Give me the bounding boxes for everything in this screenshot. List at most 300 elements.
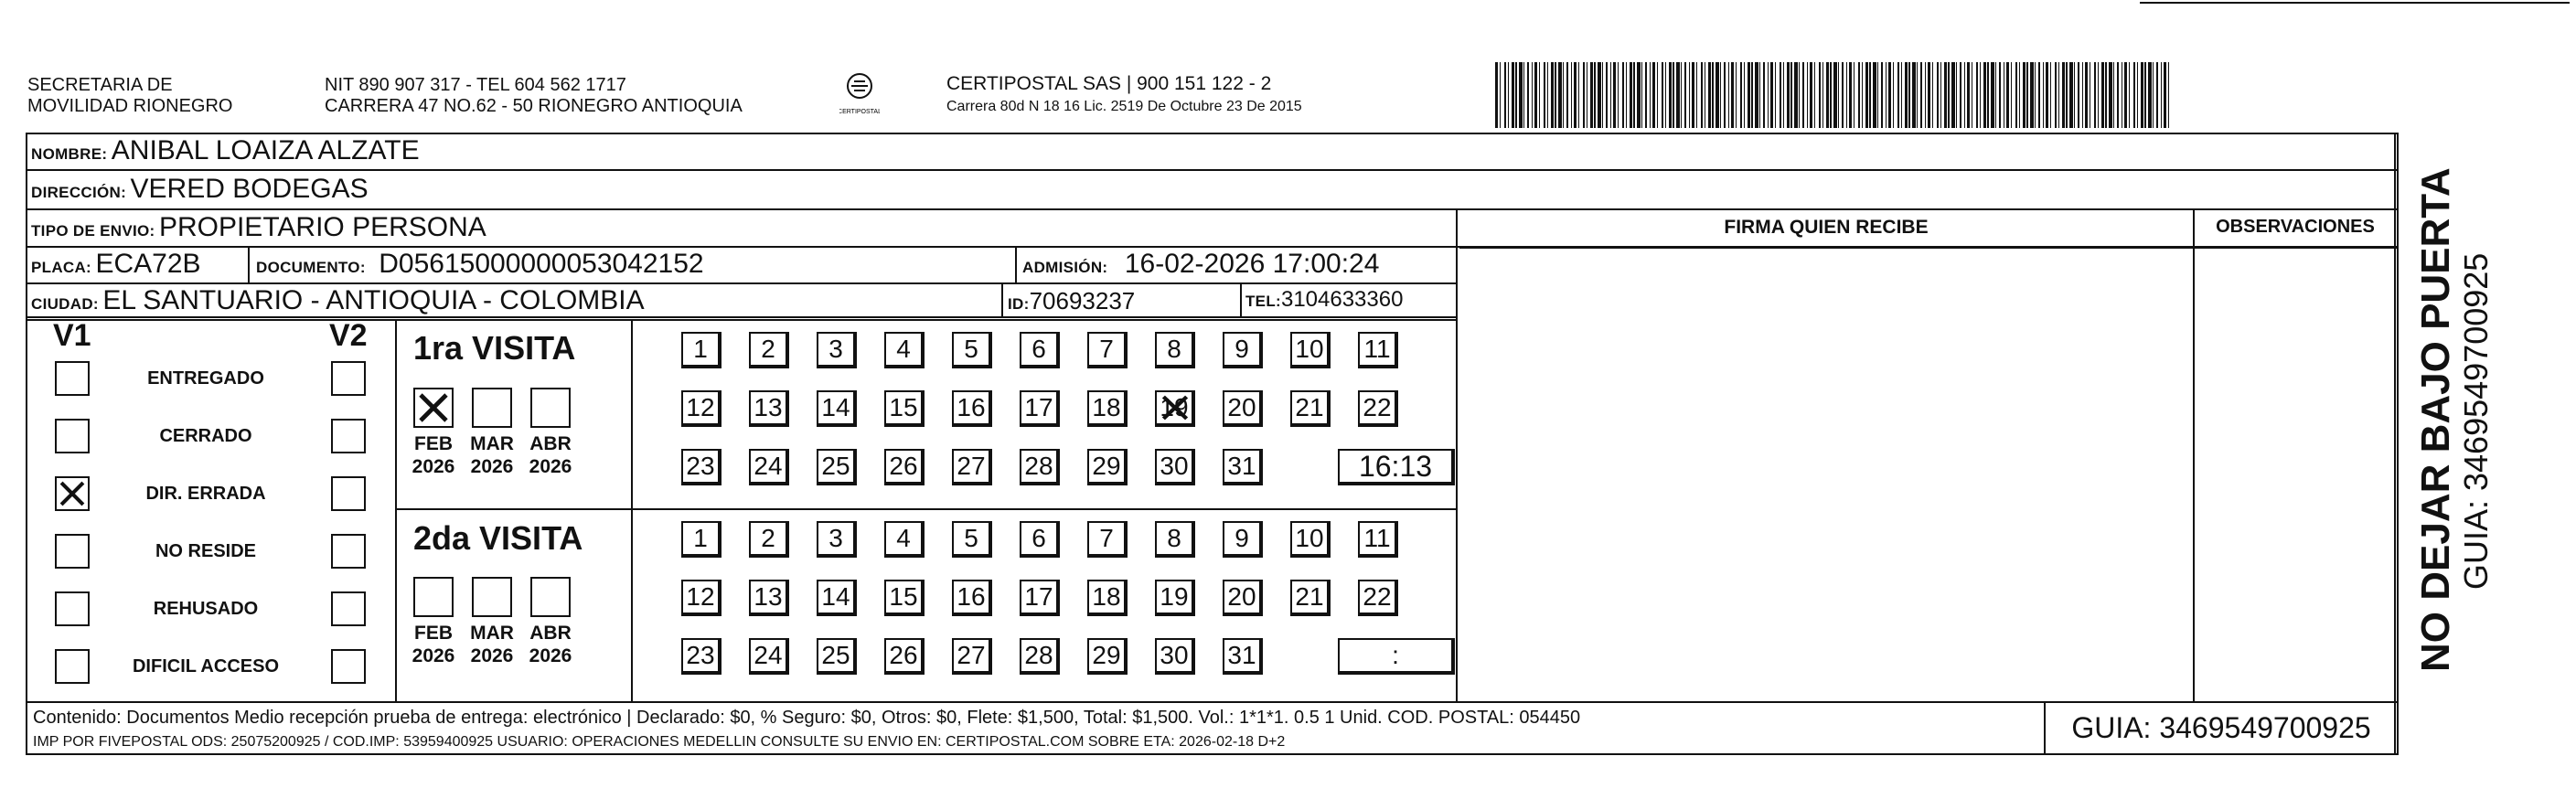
- day-box[interactable]: 30: [1155, 449, 1195, 485]
- barcode-bar: [1755, 62, 1758, 128]
- day-box[interactable]: 31: [1223, 638, 1263, 675]
- day-box[interactable]: 7: [1087, 521, 1128, 558]
- day-box[interactable]: 17: [1020, 580, 1060, 616]
- barcode-bar: [1504, 62, 1506, 128]
- barcode-bar: [1736, 62, 1737, 128]
- barcode-bar: [1622, 62, 1624, 128]
- guia-box: GUIA: 3469549700925: [2071, 711, 2371, 744]
- barcode-bar: [1877, 62, 1878, 128]
- barcode-bar: [1720, 62, 1721, 128]
- org-line-2: MOVILIDAD RIONEGRO: [27, 96, 233, 116]
- barcode-bar: [2043, 62, 2044, 128]
- v2-checkbox[interactable]: [331, 534, 366, 569]
- tipo-field: [31, 212, 486, 243]
- barcode-bar: [2082, 62, 2083, 128]
- day-box[interactable]: 13: [749, 390, 789, 427]
- barcode-bar: [2141, 62, 2143, 128]
- barcode-bar: [1920, 62, 1922, 128]
- day-box[interactable]: 2: [749, 521, 789, 558]
- barcode-bar: [1775, 62, 1776, 128]
- footer-line-1: Contenido: Documentos Medio recepción prueba de entrega: electrónico | Declarado: $0, % Seguro: $0, Otros: $0, Flete: $1,500, Total: $1,500. Vol.: 1*1*1. 0.5 1 Unid. COD. POSTAL: 054450: [33, 708, 1581, 728]
- day-box[interactable]: 12: [681, 390, 721, 427]
- barcode-bar: [2011, 62, 2012, 128]
- barcode-bar: [1886, 62, 1887, 128]
- barcode-bar: [2094, 62, 2096, 128]
- placa-field: [31, 249, 201, 280]
- barcode-bar: [1594, 62, 1596, 128]
- barcode-bar: [2156, 62, 2158, 128]
- barcode-bar: [1956, 62, 1957, 128]
- day-box[interactable]: 26: [884, 449, 925, 485]
- barcode-bar: [1692, 62, 1694, 128]
- barcode-bar: [1676, 62, 1680, 128]
- barcode-bar: [1893, 62, 1894, 128]
- barcode-bar: [1555, 62, 1556, 128]
- time-box[interactable]: :: [1338, 638, 1455, 675]
- barcode-bar: [1724, 62, 1726, 128]
- barcode-bar: [1689, 62, 1690, 128]
- day-box[interactable]: 8: [1155, 521, 1195, 558]
- barcode-bar: [2023, 62, 2026, 128]
- tel-field: [1245, 287, 1403, 313]
- day-box[interactable]: 10: [1290, 521, 1331, 558]
- nit-line-2: CARRERA 47 NO.62 - 50 RIONEGRO ANTIOQUIA: [325, 96, 743, 116]
- barcode-bar: [1673, 62, 1674, 128]
- barcode-bar: [1645, 62, 1647, 128]
- barcode-bar: [1888, 62, 1891, 128]
- row-line: [26, 169, 2399, 171]
- barcode-bar: [1980, 62, 1981, 128]
- barcode-bar: [1854, 62, 1855, 128]
- day-box[interactable]: 18: [1087, 390, 1128, 427]
- barcode-bar: [1810, 62, 1812, 128]
- barcode-bar: [1849, 62, 1852, 128]
- barcode-bar: [1684, 62, 1686, 128]
- barcode-bar: [1641, 62, 1642, 128]
- barcode-bar: [1944, 62, 1947, 128]
- day-box[interactable]: 6: [1020, 332, 1060, 368]
- side-text: [2414, 160, 2495, 672]
- id-field: [1008, 287, 1135, 315]
- barcode-bar: [1708, 62, 1711, 128]
- barcode-bar: [1826, 62, 1829, 128]
- org-name: [27, 75, 232, 117]
- barcode-bar: [2006, 62, 2009, 128]
- day-box[interactable]: 7: [1087, 332, 1128, 368]
- barcode-bar: [1563, 62, 1564, 128]
- v1-checkbox[interactable]: [55, 361, 90, 396]
- barcode-bar: [2015, 62, 2017, 128]
- barcode-bar: [1583, 62, 1585, 128]
- barcode-bar: [1500, 62, 1501, 128]
- barcode-bar: [1865, 62, 1868, 128]
- v1-checkbox[interactable]: [55, 591, 90, 626]
- barcode-bar: [1701, 62, 1703, 128]
- tel-label: TEL:: [1245, 293, 1281, 310]
- barcode-bar: [1523, 62, 1524, 128]
- nombre-value: ANIBAL LOAIZA ALZATE: [111, 135, 420, 165]
- status-label: DIR. ERRADA: [145, 484, 266, 504]
- barcode-bar: [1598, 62, 1601, 128]
- visit-divider: [395, 508, 1456, 510]
- day-box[interactable]: 23: [681, 449, 721, 485]
- barcode: [1495, 62, 2172, 128]
- barcode-bar: [2038, 62, 2040, 128]
- day-box[interactable]: 22: [1358, 580, 1398, 616]
- month-label: ABR: [529, 623, 572, 644]
- barcode-bar: [1901, 62, 1902, 128]
- month-checkbox[interactable]: [413, 577, 454, 617]
- day-box[interactable]: 9: [1223, 332, 1263, 368]
- documento-value: D05615000000053042152: [379, 249, 704, 279]
- month-checkbox[interactable]: [472, 577, 512, 617]
- day-box[interactable]: 19: [1155, 580, 1195, 616]
- barcode-bar: [1780, 62, 1781, 128]
- v2-checkbox[interactable]: [331, 476, 366, 511]
- col-line: [1015, 246, 1017, 282]
- ciudad-value: EL SANTUARIO - ANTIOQUIA - COLOMBIA: [102, 285, 645, 315]
- v2-checkbox[interactable]: [331, 591, 366, 626]
- barcode-bar: [1657, 62, 1658, 128]
- barcode-bar: [1842, 62, 1844, 128]
- day-box[interactable]: 12: [681, 580, 721, 616]
- v2-checkbox[interactable]: [331, 361, 366, 396]
- month-checkbox[interactable]: [530, 388, 571, 428]
- carrier-line-1: CERTIPOSTAL SAS | 900 151 122 - 2: [946, 73, 1272, 94]
- barcode-bar: [2148, 62, 2152, 128]
- barcode-bar: [2117, 62, 2119, 128]
- col-line: [395, 319, 397, 701]
- barcode-bar: [1566, 62, 1568, 128]
- barcode-bar: [1637, 62, 1641, 128]
- barcode-bar: [2113, 62, 2114, 128]
- day-box[interactable]: 16: [952, 390, 992, 427]
- barcode-bar: [1558, 62, 1562, 128]
- col-line: [2044, 701, 2046, 755]
- barcode-bar: [1508, 62, 1509, 128]
- barcode-bar: [1768, 62, 1769, 128]
- barcode-bar: [1905, 62, 1908, 128]
- month-checkbox[interactable]: [530, 577, 571, 617]
- month-checkbox[interactable]: [472, 388, 512, 428]
- barcode-bar: [1716, 62, 1719, 128]
- day-box[interactable]: 11: [1358, 521, 1398, 558]
- barcode-bar: [2074, 62, 2075, 128]
- barcode-bar: [1512, 62, 1514, 128]
- tipo-label: TIPO DE ENVIO:: [31, 222, 155, 240]
- org-line-1: SECRETARIA DE: [27, 75, 173, 95]
- barcode-bar: [1740, 62, 1742, 128]
- barcode-bar: [1819, 62, 1821, 128]
- barcode-bar: [2164, 62, 2166, 128]
- barcode-bar: [1527, 62, 1529, 128]
- barcode-bar: [2137, 62, 2138, 128]
- day-box[interactable]: 27: [952, 638, 992, 675]
- barcode-bar: [1744, 62, 1745, 128]
- barcode-bar: [1681, 62, 1682, 128]
- barcode-bar: [2085, 62, 2088, 128]
- month-label: MAR: [470, 623, 514, 644]
- id-label: ID:: [1008, 295, 1030, 313]
- barcode-bar: [1917, 62, 1918, 128]
- day-box[interactable]: 24: [749, 638, 789, 675]
- carrier-line-2: Carrera 80d N 18 16 Lic. 2519 De Octubre 23 De 2015: [946, 99, 1302, 114]
- day-box[interactable]: 8: [1155, 332, 1195, 368]
- time-box[interactable]: 16:13: [1338, 449, 1455, 485]
- barcode-bar: [2161, 62, 2162, 128]
- barcode-bar: [2109, 62, 2112, 128]
- row-line: [26, 319, 1457, 321]
- row-line: [26, 282, 1457, 284]
- day-box[interactable]: 23: [681, 638, 721, 675]
- barcode-bar: [1787, 62, 1790, 128]
- nombre-label: NOMBRE:: [31, 145, 108, 163]
- day-box[interactable]: 27: [952, 449, 992, 485]
- carrier-block: [946, 73, 1302, 115]
- placa-label: PLACA:: [31, 259, 92, 276]
- barcode-bar: [2105, 62, 2107, 128]
- v2-checkbox[interactable]: [331, 649, 366, 684]
- day-box[interactable]: 18: [1087, 580, 1128, 616]
- barcode-bar: [1995, 62, 1996, 128]
- barcode-bar: [1964, 62, 1965, 128]
- barcode-bar: [1937, 62, 1939, 128]
- day-box[interactable]: 28: [1020, 449, 1060, 485]
- day-box[interactable]: 15: [884, 390, 925, 427]
- day-box[interactable]: 29: [1087, 449, 1128, 485]
- barcode-bar: [1696, 62, 1697, 128]
- row-line: [26, 208, 2399, 210]
- day-box[interactable]: 1: [681, 521, 721, 558]
- barcode-bar: [1976, 62, 1978, 128]
- barcode-bar: [1712, 62, 1714, 128]
- barcode-bar: [1652, 62, 1655, 128]
- barcode-bar: [1897, 62, 1899, 128]
- barcode-bar: [1858, 62, 1860, 128]
- barcode-bar: [1802, 62, 1804, 128]
- barcode-bar: [1799, 62, 1800, 128]
- barcode-bar: [1814, 62, 1815, 128]
- day-box[interactable]: 28: [1020, 638, 1060, 675]
- barcode-bar: [1519, 62, 1523, 128]
- barcode-bar: [1770, 62, 1773, 128]
- day-box[interactable]: 30: [1155, 638, 1195, 675]
- day-box[interactable]: 29: [1087, 638, 1128, 675]
- barcode-bar: [1833, 62, 1837, 128]
- barcode-bar: [1613, 62, 1616, 128]
- day-box[interactable]: 20: [1223, 390, 1263, 427]
- barcode-bar: [1626, 62, 1627, 128]
- v1-label: V1: [53, 318, 91, 353]
- barcode-bar: [1532, 62, 1533, 128]
- barcode-bar: [1547, 62, 1548, 128]
- day-box[interactable]: 3: [817, 332, 857, 368]
- barcode-bar: [2069, 62, 2073, 128]
- day-box[interactable]: 31: [1223, 449, 1263, 485]
- barcode-bar: [1987, 62, 1989, 128]
- visit1-title: 1ra VISITA: [413, 329, 576, 367]
- barcode-bar: [1790, 62, 1792, 128]
- barcode-bar: [2098, 62, 2099, 128]
- barcode-bar: [2058, 62, 2059, 128]
- day-box[interactable]: 13: [749, 580, 789, 616]
- barcode-bar: [1983, 62, 1986, 128]
- month-checkbox[interactable]: [413, 388, 454, 428]
- barcode-bar: [2062, 62, 2065, 128]
- footer-line-2: IMP POR FIVEPOSTAL ODS: 25075200925 / COD.IMP: 53959400925 USUARIO: OPERACIONES MEDELLIN CONSULTE SU ENVIO EN: CERTIPOSTAL.COM SOBRE ETA: 2026-02-18 D+2: [33, 734, 1286, 750]
- barcode-bar: [2019, 62, 2020, 128]
- day-box[interactable]: 5: [952, 521, 992, 558]
- v1-checkbox[interactable]: [55, 419, 90, 453]
- col-line: [1240, 282, 1242, 317]
- barcode-bar: [2144, 62, 2146, 128]
- ciudad-label: CIUDAD:: [31, 295, 99, 313]
- barcode-bar: [1925, 62, 1926, 128]
- barcode-bar: [1590, 62, 1593, 128]
- barcode-bar: [1991, 62, 1994, 128]
- day-box[interactable]: 26: [884, 638, 925, 675]
- v2-label: V2: [329, 318, 368, 353]
- col-line: [2394, 133, 2396, 755]
- visit2-title: 2da VISITA: [413, 519, 583, 557]
- status-label: ENTREGADO: [147, 368, 264, 389]
- nombre-field: [31, 135, 420, 166]
- firma-label: FIRMA QUIEN RECIBE: [1724, 217, 1929, 238]
- barcode-bar: [1602, 62, 1603, 128]
- day-box[interactable]: 14: [817, 580, 857, 616]
- col-line: [248, 246, 250, 282]
- v2-checkbox[interactable]: [331, 419, 366, 453]
- id-value: 70693237: [1029, 287, 1136, 314]
- barcode-bar: [1869, 62, 1871, 128]
- day-box[interactable]: 25: [817, 638, 857, 675]
- barcode-bar: [1578, 62, 1579, 128]
- day-box[interactable]: 16: [952, 580, 992, 616]
- direccion-value: VERED BODEGAS: [130, 174, 369, 204]
- barcode-bar: [1846, 62, 1847, 128]
- day-box[interactable]: 24: [749, 449, 789, 485]
- month-label: FEB: [414, 623, 453, 644]
- barcode-bar: [1495, 62, 1498, 128]
- footer-line: [26, 701, 2399, 703]
- day-box[interactable]: 5: [952, 332, 992, 368]
- year-label: 2026: [412, 645, 455, 666]
- barcode-bar: [1633, 62, 1635, 128]
- col-line: [1001, 282, 1003, 317]
- day-box[interactable]: 1: [681, 332, 721, 368]
- day-box[interactable]: 20: [1223, 580, 1263, 616]
- day-box[interactable]: 15: [884, 580, 925, 616]
- barcode-bar: [1759, 62, 1760, 128]
- day-box[interactable]: 6: [1020, 521, 1060, 558]
- day-box[interactable]: 10: [1290, 332, 1331, 368]
- barcode-bar: [2124, 62, 2127, 128]
- barcode-bar: [1873, 62, 1876, 128]
- placa-value: ECA72B: [95, 249, 201, 279]
- barcode-bar: [1838, 62, 1839, 128]
- barcode-bar: [1783, 62, 1784, 128]
- barcode-bar: [1539, 62, 1540, 128]
- month-label: ABR: [529, 433, 572, 454]
- barcode-bar: [1515, 62, 1517, 128]
- barcode-bar: [1999, 62, 2001, 128]
- day-box[interactable]: 14: [817, 390, 857, 427]
- observaciones-label: OBSERVACIONES: [2216, 217, 2375, 237]
- no-dejar-text: NO DEJAR BAJO PUERTA: [2413, 167, 2458, 672]
- barcode-bar: [1610, 62, 1611, 128]
- v1-checkbox[interactable]: [55, 534, 90, 569]
- barcode-bar: [1794, 62, 1798, 128]
- v1-checkbox[interactable]: [55, 649, 90, 684]
- day-box[interactable]: 2: [749, 332, 789, 368]
- barcode-bar: [1822, 62, 1823, 128]
- day-box[interactable]: 19: [1155, 390, 1195, 427]
- admision-label: ADMISIÓN:: [1022, 259, 1108, 276]
- direccion-label: DIRECCIÓN:: [31, 184, 127, 201]
- barcode-bar: [2046, 62, 2048, 128]
- day-box[interactable]: 4: [884, 332, 925, 368]
- status-label: NO RESIDE: [155, 541, 257, 561]
- barcode-bar: [1606, 62, 1608, 128]
- month-label: MAR: [470, 433, 514, 454]
- barcode-bar: [1728, 62, 1729, 128]
- day-box[interactable]: 4: [884, 521, 925, 558]
- day-box[interactable]: 9: [1223, 521, 1263, 558]
- day-box[interactable]: 21: [1290, 390, 1331, 427]
- barcode-bar: [2133, 62, 2135, 128]
- barcode-bar: [1928, 62, 1930, 128]
- top-rule: [2140, 2, 2570, 4]
- barcode-bar: [1751, 62, 1753, 128]
- col-line: [1456, 208, 1458, 701]
- day-box[interactable]: 21: [1290, 580, 1331, 616]
- nit-block: [325, 75, 743, 117]
- v1-checkbox[interactable]: [55, 476, 90, 511]
- day-box[interactable]: 17: [1020, 390, 1060, 427]
- barcode-bar: [1951, 62, 1955, 128]
- barcode-bar: [1551, 62, 1554, 128]
- barcode-bar: [1630, 62, 1632, 128]
- day-box[interactable]: 25: [817, 449, 857, 485]
- side-guia-text: GUIA: 3469549700925: [2457, 252, 2495, 590]
- barcode-bar: [2168, 62, 2169, 128]
- barcode-bar: [2129, 62, 2130, 128]
- barcode-bar: [2153, 62, 2154, 128]
- barcode-bar: [2101, 62, 2104, 128]
- barcode-bar: [2055, 62, 2057, 128]
- barcode-bar: [1534, 62, 1537, 128]
- status-label: REHUSADO: [153, 599, 259, 619]
- barcode-bar: [1618, 62, 1619, 128]
- day-box[interactable]: 3: [817, 521, 857, 558]
- barcode-bar: [1932, 62, 1933, 128]
- certipostal-logo: [839, 71, 880, 119]
- day-box[interactable]: 11: [1358, 332, 1398, 368]
- row-line: [26, 316, 1457, 318]
- svg-text:CERTIPOSTAL: CERTIPOSTAL: [839, 109, 880, 115]
- footer-text: [33, 708, 2040, 751]
- barcode-bar: [1669, 62, 1672, 128]
- year-label: 2026: [529, 456, 572, 477]
- ciudad-field: [31, 285, 645, 316]
- admision-field: [1022, 249, 1379, 280]
- barcode-bar: [2026, 62, 2028, 128]
- tipo-value: PROPIETARIO PERSONA: [158, 212, 486, 242]
- barcode-bar: [1967, 62, 1970, 128]
- barcode-bar: [1908, 62, 1910, 128]
- col-line: [631, 319, 633, 701]
- day-box[interactable]: 22: [1358, 390, 1398, 427]
